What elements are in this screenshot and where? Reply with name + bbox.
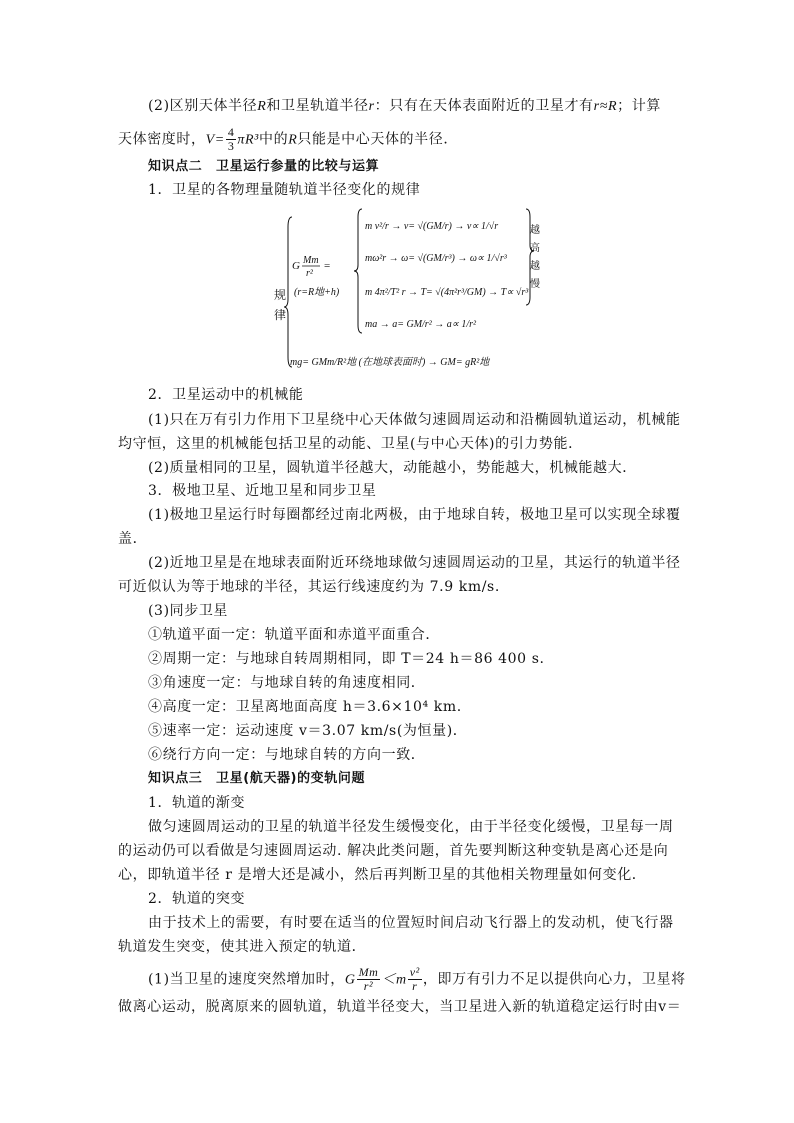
text: 中的 [259,131,289,148]
right-label: 慢 [530,279,540,290]
denominator: r [412,979,418,993]
row-angular: mω²r → ω= √(GM/r³) → ω∝ 1/√r³ [365,253,507,264]
grav-G: G [292,260,300,272]
list-item: ②周期一定：与地球自转周期相同，即 T＝24 h＝86 400 s. [148,651,545,667]
section-heading: 知识点三 卫星(航天器)的变轨问题 [148,771,366,786]
paragraph-line: 轨道发生突变，使其进入预定的轨道． [118,939,367,955]
list-item: ⑤速率一定：运动速度 v＝3.07 km/s(为恒量)． [148,723,468,739]
fraction [226,126,237,153]
text: 和卫星轨道半径 [266,98,369,114]
paragraph-line: (1)极地卫星运行时每圈都经过南北两极，由于地球自转，极地卫星可以实现全球覆 [148,507,681,523]
subheading: 1．卫星的各物理量随轨道半径变化的规律 [148,182,421,198]
text: (1)当卫星的速度突然增加时， [148,971,345,988]
diagram-label: 规 [274,288,287,302]
subheading: 3．极地卫星、近地卫星和同步卫星 [148,483,377,499]
list-item: ①轨道平面一定：轨道平面和赤道平面重合． [148,627,440,643]
subheading: 2．卫星运动中的机械能 [148,387,304,403]
row-period: m 4π²/T² r → T= √(4π²r³/GM) → T∝ √r³ [365,287,529,298]
right-label: 越 [530,225,540,236]
diagram-label: 律 [274,308,287,322]
subheading: 2．轨道的突变 [148,891,246,907]
orbit-law-diagram [272,207,542,375]
inner-brace [354,209,362,333]
paragraph-line: (2)近地卫星是在地球表面附近环绕地球做匀速圆周运动的卫星，其运行的轨道半径 [148,555,681,571]
paragraph-line: (1)只在万有引力作用下卫星绕中心天体做匀速圆周运动和沿椭圆轨道运动，机械能 [148,412,681,428]
surface-relation: mg= GMm/R²地 (在地球表面时) → GM= gR²地 [290,357,490,368]
symbol: R [257,99,267,114]
paragraph-line [148,96,708,117]
formula: πR³ [237,132,259,148]
radius-note: (r=R地+h) [294,287,340,298]
denominator: r² [363,979,374,993]
grav-den: r² [306,268,313,279]
fraction [408,966,422,993]
symbol: ＜m [381,972,407,988]
symbol: r≈R [593,99,618,114]
numerator: v² [409,965,420,979]
paragraph-line: 均守恒，这里的机械能包括卫星的动能、卫星(与中心天体)的引力势能． [118,436,583,452]
paragraph-line: 心，即轨道半径 r 是增大还是减小，然后再判断卫星的其他相关物理量如何变化． [118,867,647,883]
paragraph-line [118,126,678,153]
paragraph-line: 可近似认为等于地球的半径，其运行线速度约为 7.9 km/s. [118,579,500,595]
list-item: ④高度一定：卫星离地面高度 h＝3.6×10⁴ km. [148,699,462,715]
paragraph-line: 由于技术上的需要，有时要在适当的位置短时间启动飞行器上的发动机，使飞行器 [148,915,674,931]
paragraph-line: 的运动仍可以看做是匀速圆周运动. 解决此类问题，首先要判断这种变轨是离心还是向 [118,843,669,859]
fraction [357,966,381,993]
symbol: r [368,99,375,114]
text: 天体密度时， [118,131,206,148]
numerator: 4 [227,125,235,139]
symbol: G [344,972,356,988]
text: (2)区别天体半径 [148,98,258,114]
list-item: ⑥绕行方向一定：与地球自转的方向一致． [148,747,426,763]
equals: = [324,260,331,272]
paragraph-line: 做离心运动，脱离原来的圆轨道，轨道半径变大，当卫星进入新的轨道稳定运行时由v＝ [118,999,682,1015]
paragraph-line: (2)质量相同的卫星，圆轨道半径越大，动能越小，势能越大，机械能越大． [148,460,637,476]
formula: V= [205,132,225,148]
row-acceleration: ma → a= GM/r² → a∝ 1/r² [365,319,477,330]
paragraph-line [148,966,708,993]
row-velocity: m v²/r → v= √(GM/r) → v∝ 1/√r [365,221,499,232]
symbol: R [288,132,298,148]
text: ，即万有引力不足以提供向心力，卫星将 [422,971,686,988]
right-label: 高 [530,243,540,254]
section-heading: 知识点二 卫星运行参量的比较与运算 [148,159,380,174]
list-item: ③角速度一定：与地球自转的角速度相同． [148,675,426,691]
text: ：只有在天体表面附近的卫星才有 [374,98,594,114]
text: ；计算 [617,98,661,114]
grav-num: Mm [303,255,319,266]
paragraph-line: (3)同步卫星 [148,603,229,619]
subheading: 1．轨道的渐变 [148,795,246,811]
denominator: 3 [227,139,235,153]
paragraph-line: 盖． [118,531,148,547]
right-label: 越 [530,261,540,272]
text: 只能是中心天体的半径． [297,131,458,148]
numerator: Mm [358,965,379,979]
paragraph-line: 做匀速圆周运动的卫星的轨道半径发生缓慢变化，由于半径变化缓慢，卫星每一周 [148,819,674,835]
